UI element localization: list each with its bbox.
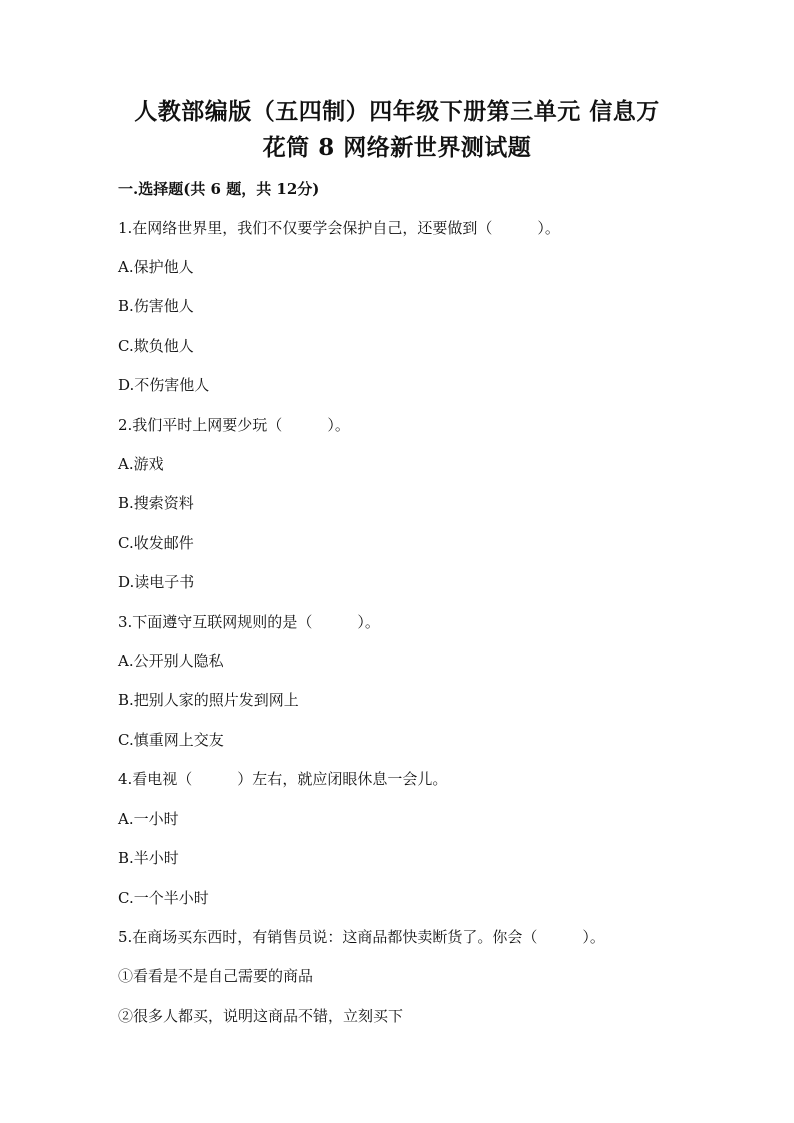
q2-option-c: C.收发邮件 (118, 534, 194, 552)
question-1: 1.在网络世界里，我们不仅要学会保护自己，还要做到（ ）。 (118, 219, 560, 237)
question-2: 2.我们平时上网要少玩（ ）。 (118, 416, 350, 434)
q3-option-a: A.公开别人隐私 (118, 652, 224, 670)
section-heading: 一.选择题(共 6 题，共 12分) (118, 180, 320, 198)
q5-statement-1: ①看看是不是自己需要的商品 (118, 967, 314, 985)
q1-option-a: A.保护他人 (118, 258, 194, 276)
q4-option-a: A.一小时 (118, 810, 179, 828)
document-title (80, 94, 714, 166)
question-4: 4.看电视（ ）左右，就应闭眼休息一会儿。 (118, 770, 448, 788)
title-line-1: 人教部编版（五四制）四年级下册第三单元 信息万 (134, 98, 660, 125)
title-line-2: 花筒 8 网络新世界测试题 (262, 134, 532, 161)
q1-option-b: B.伤害他人 (118, 297, 194, 315)
q4-option-c: C.一个半小时 (118, 889, 209, 907)
q4-option-b: B.半小时 (118, 849, 179, 867)
q5-statement-2: ②很多人都买，说明这商品不错，立刻买下 (118, 1007, 404, 1025)
question-5: 5.在商场买东西时，有销售员说：这商品都快卖断货了。你会（ ）。 (118, 928, 605, 946)
q1-option-c: C.欺负他人 (118, 337, 194, 355)
q2-option-a: A.游戏 (118, 455, 164, 473)
q3-option-c: C.慎重网上交友 (118, 731, 224, 749)
q1-option-d: D.不伤害他人 (118, 376, 210, 394)
q2-option-d: D.读电子书 (118, 573, 195, 591)
q3-option-b: B.把别人家的照片发到网上 (118, 691, 299, 709)
q2-option-b: B.搜索资料 (118, 494, 194, 512)
question-3: 3.下面遵守互联网规则的是（ ）。 (118, 613, 380, 631)
